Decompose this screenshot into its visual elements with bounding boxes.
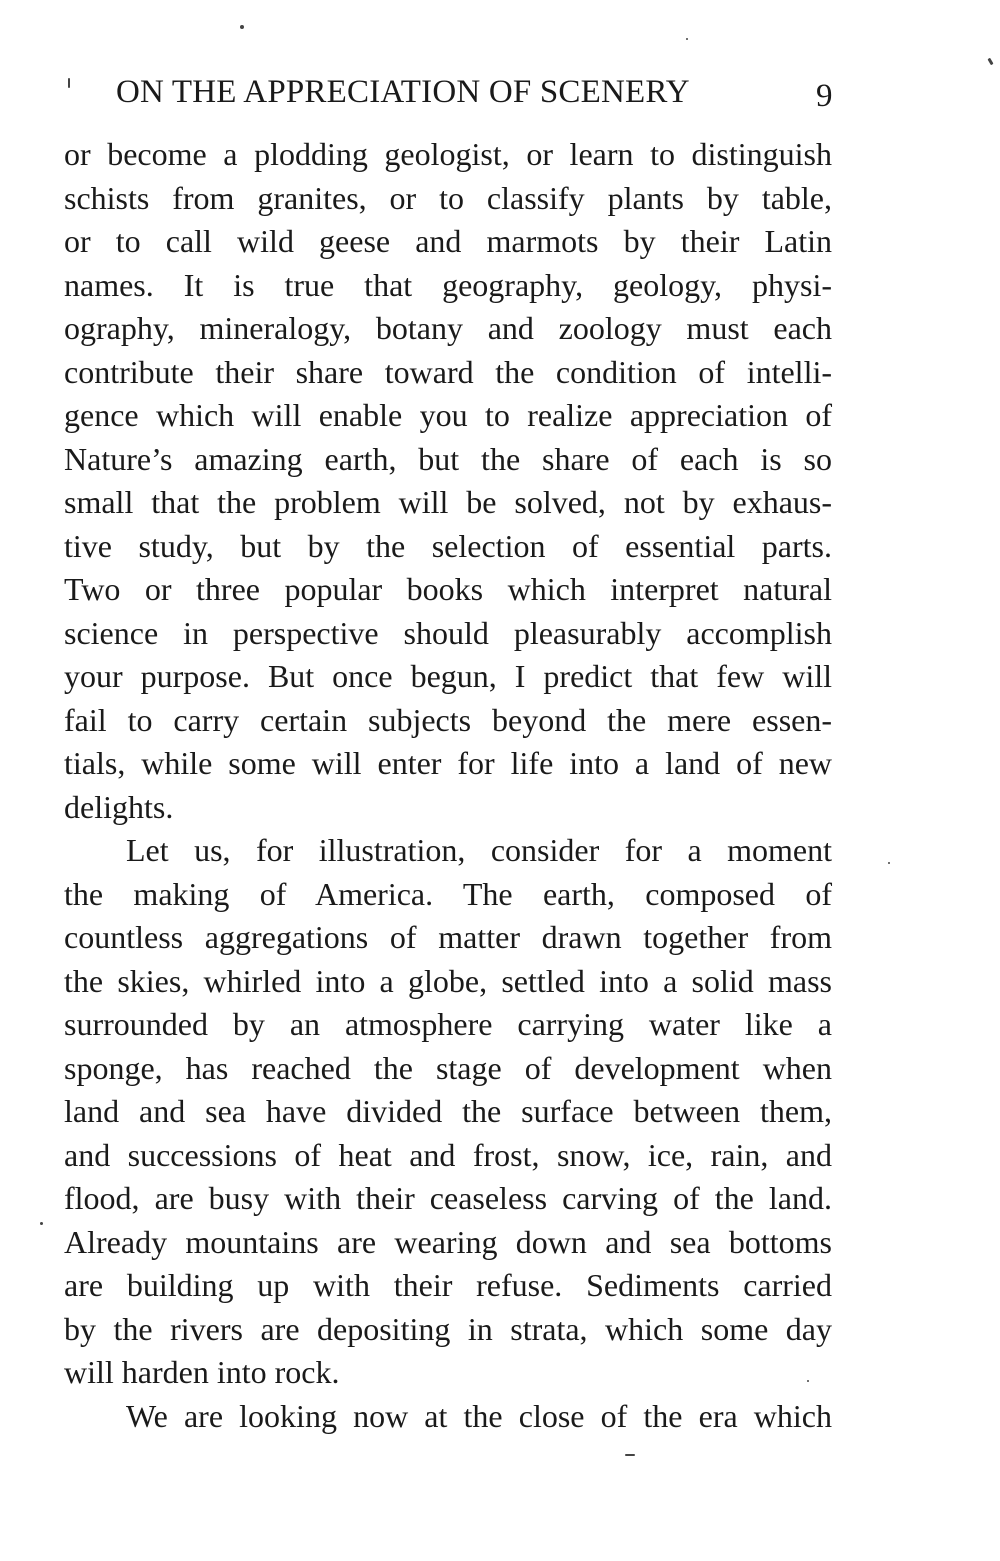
text-line: the making of America. The earth, composed of — [64, 875, 832, 912]
text-line: fail to carry certain subjects beyond the mere essen- — [64, 701, 832, 738]
running-head — [116, 68, 846, 118]
text-line: or become a plodding geologist, or learn to distinguish — [64, 136, 832, 172]
text-line: surrounded by an atmosphere carrying water like a — [64, 1006, 832, 1042]
page-number: 9 — [816, 78, 833, 114]
text-line: are building up with their refuse. Sediments carried — [64, 1267, 832, 1303]
scan-speck — [686, 38, 688, 40]
text-line: will harden into rock. — [64, 1354, 340, 1390]
text-line: small that the problem will be solved, not by exhaus- — [64, 484, 832, 520]
text-line: We are looking now at the close of the era which — [126, 1397, 832, 1434]
scan-speck — [987, 58, 993, 66]
text-line: sponge, has reached the stage of development when — [64, 1049, 832, 1086]
text-line: Already mountains are wearing down and sea bottoms — [64, 1223, 832, 1260]
text-line: by the rivers are depositing in strata, which some day — [64, 1310, 832, 1347]
text-line: science in perspective should pleasurably accomplish — [64, 614, 832, 651]
text-line: your purpose. But once begun, I predict that few will — [64, 658, 832, 694]
text-line: flood, are busy with their ceaseless carving of the land. — [64, 1180, 832, 1216]
body-text — [64, 133, 832, 1438]
text-line: delights. — [64, 788, 174, 825]
text-line: schists from granites, or to classify plants by table, — [64, 179, 832, 216]
text-line: names. It is true that geography, geology, physi- — [64, 266, 832, 303]
text-line: Two or three popular books which interpret natural — [64, 571, 832, 607]
text-line: countless aggregations of matter drawn together from — [64, 919, 832, 955]
text-line: ography, mineralogy, botany and zoology must each — [64, 310, 832, 346]
text-line: Let us, for illustration, consider for a moment — [126, 832, 832, 868]
text-line: tials, while some will enter for life into a land of new — [64, 745, 832, 781]
text-line: contribute their share toward the condition of intelli- — [64, 353, 832, 390]
scan-speck — [625, 1454, 635, 1456]
text-line: and successions of heat and frost, snow, ice, rain, and — [64, 1136, 832, 1173]
running-title: ON THE APPRECIATION OF SCENERY — [116, 74, 690, 110]
text-line: land and sea have divided the surface between them, — [64, 1093, 832, 1129]
scan-speck — [888, 862, 890, 864]
text-line: the skies, whirled into a globe, settled into a solid mass — [64, 962, 832, 999]
text-line: gence which will enable you to realize appreciation of — [64, 397, 832, 433]
text-line: tive study, but by the selection of essential parts. — [64, 527, 832, 564]
scan-speck — [40, 1222, 43, 1225]
text-line: or to call wild geese and marmots by their Latin — [64, 223, 832, 259]
scan-speck — [68, 78, 70, 88]
scan-speck — [807, 1380, 809, 1382]
scan-speck — [240, 25, 244, 29]
text-line: Nature’s amazing earth, but the share of each is so — [64, 440, 832, 477]
